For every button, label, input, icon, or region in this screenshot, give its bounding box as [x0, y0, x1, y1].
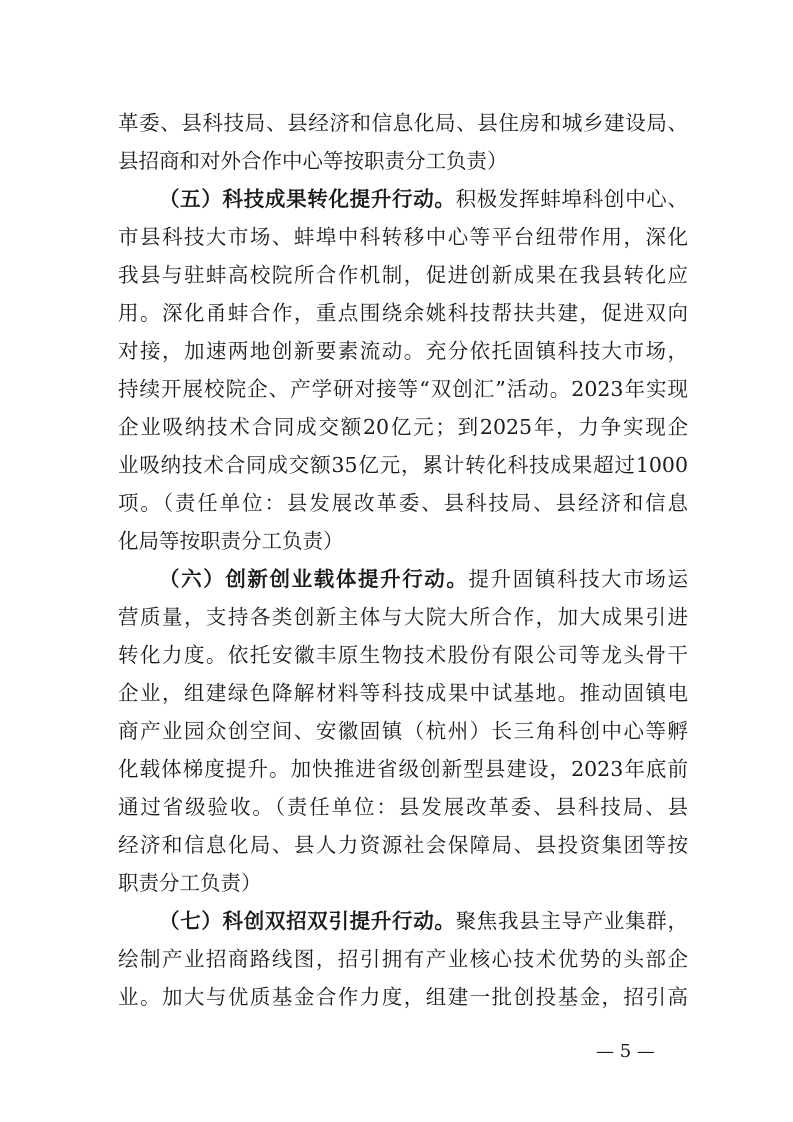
text-line: 业。加大与优质基金合作力度，组建一批创投基金，招引高: [118, 985, 688, 1009]
text-line: 职责分工负责）: [118, 871, 262, 895]
text-line: 业吸纳技术合同成交额35亿元，累计转化科技成果超过1000: [118, 453, 688, 477]
text-line: 化局等按职责分工负责）: [118, 529, 344, 553]
section-heading-seven: （七）科创双招双引提升行动。: [159, 909, 456, 933]
text-line: 营质量，支持各类创新主体与大院大所合作，加大成果引进: [118, 605, 688, 629]
text-run: 提升固镇科技大市场运: [468, 567, 688, 591]
paragraph-six-first-line: [118, 560, 688, 598]
text-line: 绘制产业招商路线图，招引拥有产业核心技术优势的头部企: [118, 947, 688, 971]
section-heading-six: （六）创新创业载体提升行动。: [159, 567, 469, 591]
text-run: 聚焦我县主导产业集群，: [455, 909, 688, 933]
text-line: 企业吸纳技术合同成交额20亿元；到2025年，力争实现企: [118, 415, 688, 439]
text-line: 对接，加速两地创新要素流动。充分依托固镇科技大市场，: [118, 339, 688, 363]
document-body: [118, 104, 688, 1016]
text-line: 我县与驻蚌高校院所合作机制，促进创新成果在我县转化应: [118, 263, 688, 287]
text-line: 转化力度。依托安徽丰原生物技术股份有限公司等龙头骨干: [118, 643, 688, 667]
text-line: 用。深化甬蚌合作，重点围绕余姚科技帮扶共建，促进双向: [118, 301, 688, 325]
text-line: 经济和信息化局、县人力资源社会保障局、县投资集团等按: [118, 833, 688, 857]
section-heading-five: （五）科技成果转化提升行动。: [159, 187, 456, 211]
text-line: 企业，组建绿色降解材料等科技成果中试基地。推动固镇电: [118, 681, 688, 705]
page-number: — 5 —: [596, 1041, 655, 1062]
text-line: 化载体梯度提升。加快推进省级创新型县建设，2023年底前: [118, 757, 688, 781]
text-line: 革委、县科技局、县经济和信息化局、县住房和城乡建设局、: [118, 111, 688, 135]
text-line: 市县科技大市场、蚌埠中科转移中心等平台纽带作用，深化: [118, 225, 688, 249]
paragraph-five-first-line: [118, 180, 688, 218]
text-line: 持续开展校院企、产学研对接等“双创汇”活动。2023年实现: [118, 377, 688, 401]
text-line: 通过省级验收。（责任单位：县发展改革委、县科技局、县: [118, 795, 688, 819]
text-line: 县招商和对外合作中心等按职责分工负责）: [118, 149, 508, 173]
text-line: 项。（责任单位：县发展改革委、县科技局、县经济和信息: [118, 491, 688, 515]
text-line: 商产业园众创空间、安徽固镇（杭州）长三角科创中心等孵: [118, 719, 688, 743]
paragraph-seven-first-line: [118, 902, 688, 940]
text-run: 积极发挥蚌埠科创中心、: [455, 187, 688, 211]
